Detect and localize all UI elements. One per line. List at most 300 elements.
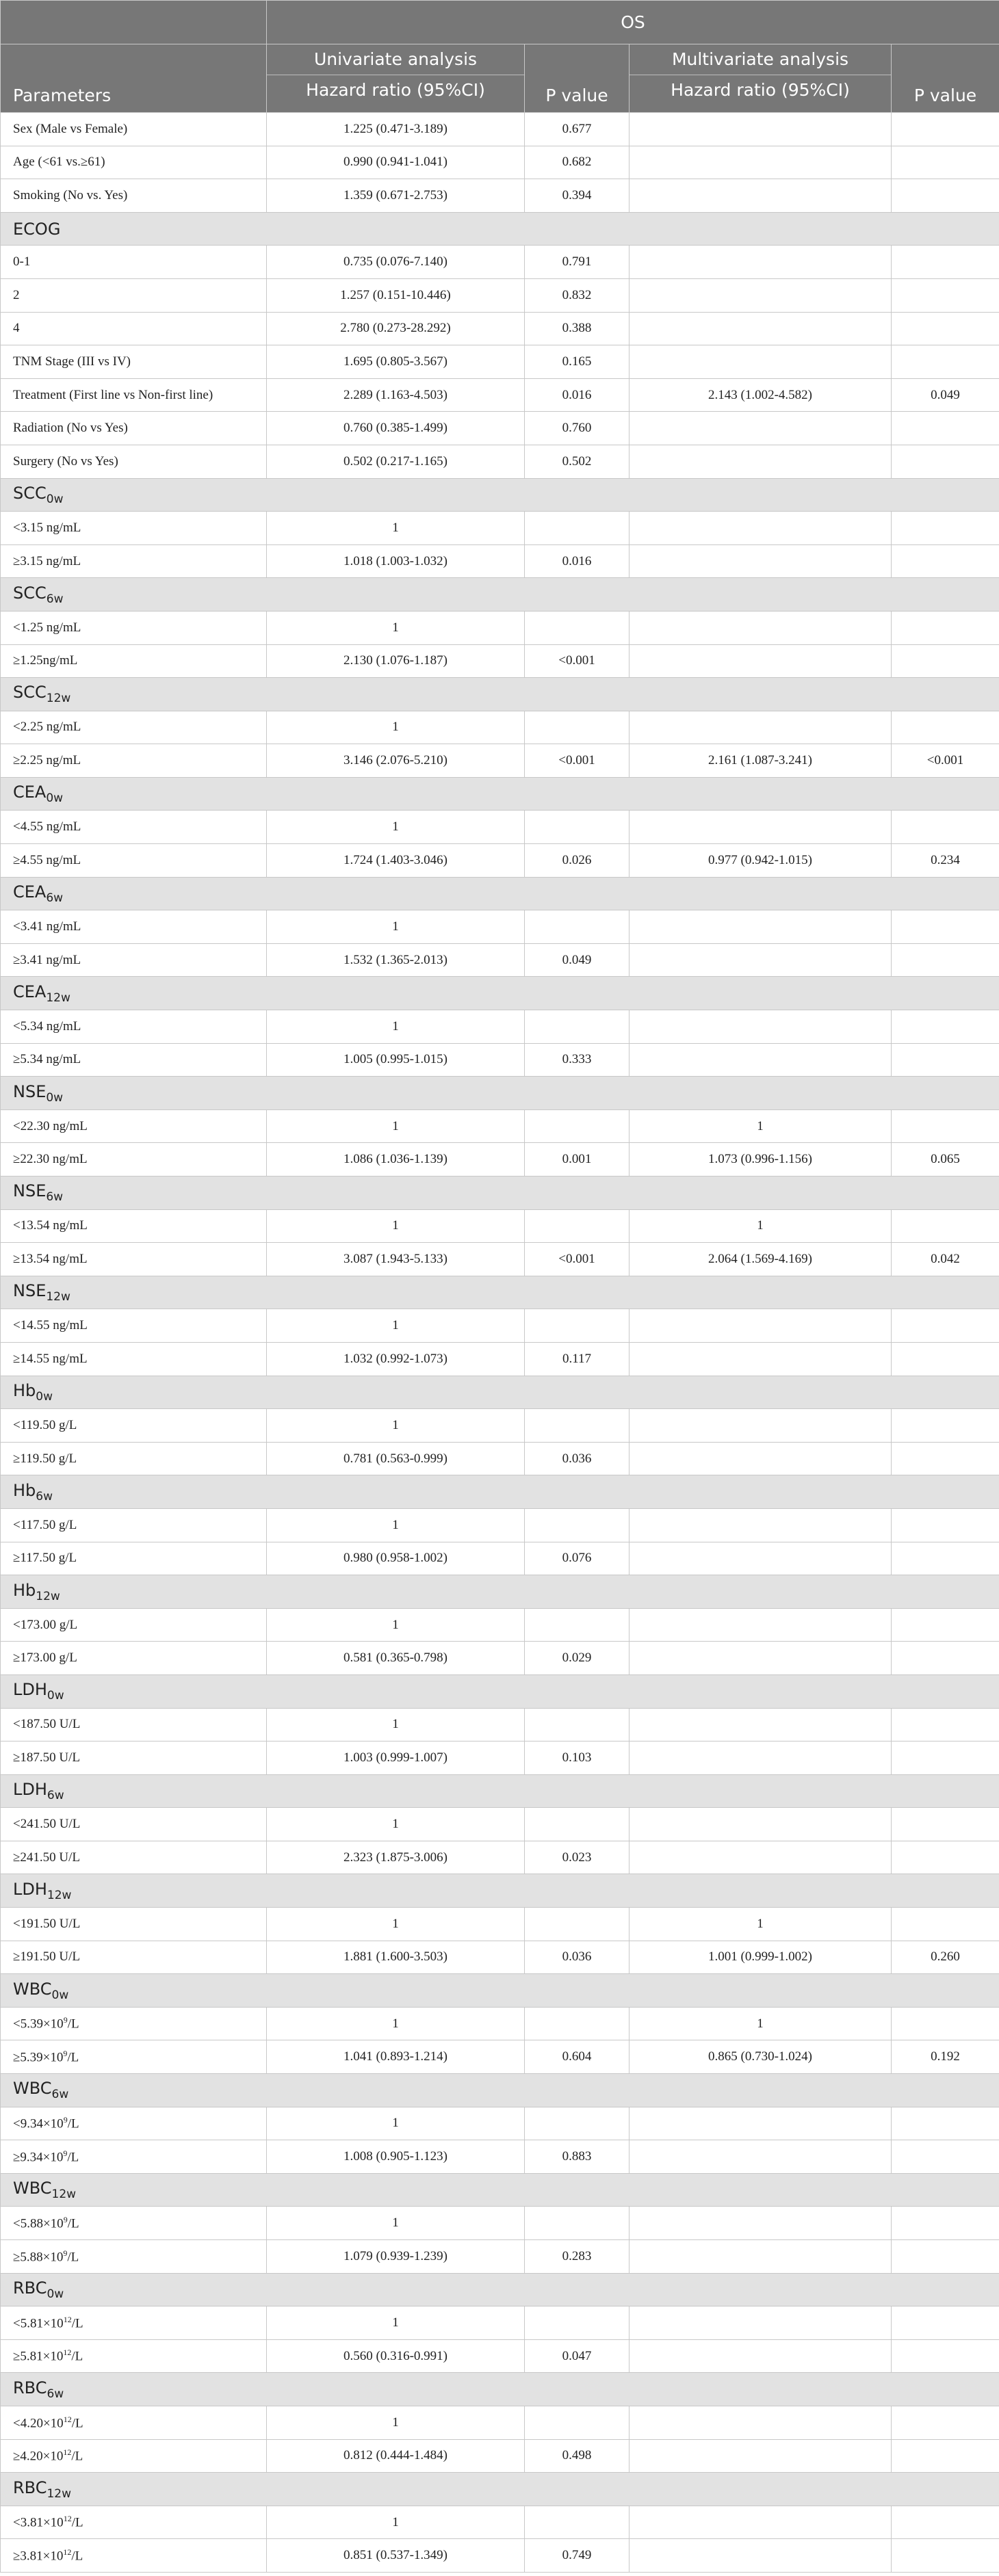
multivariate-p-cell (892, 1808, 999, 1841)
multivariate-hr-cell (630, 312, 892, 345)
parameter-cell (1, 1542, 267, 1575)
table-row (1, 246, 999, 279)
parameter-text: ≥3.41 ng/mL (13, 952, 81, 967)
table-row (1, 1908, 999, 1941)
parameter-text: TNM Stage (III vs IV) (13, 354, 131, 369)
group-header-row (1, 1276, 999, 1309)
univariate-p-cell (525, 2406, 630, 2439)
table-row (1, 811, 999, 844)
parameter-text: ≥4.55 ng/mL (13, 852, 81, 867)
parameter-text: ≥119.50 g/L (13, 1451, 77, 1466)
multivariate-p-cell (892, 445, 999, 478)
multivariate-p-cell: 0.234 (892, 844, 999, 878)
univariate-p-cell: 0.016 (525, 378, 630, 412)
table-row (1, 146, 999, 179)
parameter-text: <3.41 ng/mL (13, 919, 81, 934)
univariate-p-cell (525, 2207, 630, 2240)
parameter-cell (1, 844, 267, 878)
group-header-row (1, 977, 999, 1010)
group-label-base: CEA (13, 882, 47, 902)
table-row (1, 1508, 999, 1542)
group-label (1, 1276, 999, 1309)
parameter-exponent: 12 (63, 2314, 72, 2324)
multivariate-p-cell (892, 512, 999, 545)
univariate-p-cell (525, 910, 630, 944)
univariate-hr-cell: 0.735 (0.076-7.140) (267, 246, 525, 279)
univariate-hr-cell: 1.257 (0.151-10.446) (267, 278, 525, 312)
parameter-cell (1, 179, 267, 213)
parameter-text: ≥187.50 U/L (13, 1750, 81, 1765)
univariate-hr-cell: 1.225 (0.471-3.189) (267, 113, 525, 146)
parameter-text: <3.81×10 (13, 2515, 64, 2530)
parameter-cell (1, 544, 267, 578)
table-row (1, 2240, 999, 2274)
group-label-base: Hb (13, 1480, 36, 1500)
parameter-text: Surgery (No vs Yes) (13, 454, 118, 469)
parameter-cell (1, 445, 267, 478)
multivariate-hr-cell (630, 113, 892, 146)
univariate-hr-cell: 0.980 (0.958-1.002) (267, 1542, 525, 1575)
parameter-cell (1, 1808, 267, 1841)
group-label-base: CEA (13, 783, 47, 802)
table-row (1, 1010, 999, 1044)
parameter-cell (1, 146, 267, 179)
parameter-text: <2.25 ng/mL (13, 720, 81, 735)
multivariate-hr-cell (630, 1442, 892, 1475)
multivariate-hr-cell (630, 1841, 892, 1874)
group-label-base: ECOG (13, 219, 61, 239)
univariate-p-cell: 0.749 (525, 2539, 630, 2573)
multivariate-hr-cell: 1.001 (0.999-1.002) (630, 1941, 892, 1974)
multivariate-p-cell (892, 1309, 999, 1343)
multivariate-hr-cell (630, 644, 892, 678)
group-label-subscript: 12w (47, 2486, 72, 2501)
group-label-base: SCC (13, 683, 47, 702)
parameter-cell (1, 910, 267, 944)
univariate-p-cell (525, 1209, 630, 1243)
univariate-p-cell: 0.103 (525, 1742, 630, 1775)
parameter-cell (1, 2439, 267, 2473)
univariate-p-cell (525, 1010, 630, 1044)
table-row (1, 512, 999, 545)
univariate-p-cell: 0.832 (525, 278, 630, 312)
univariate-hr-cell: 1 (267, 512, 525, 545)
univariate-p-cell: <0.001 (525, 744, 630, 778)
parameter-text: ≥1.25ng/mL (13, 653, 78, 668)
group-label (1, 1077, 999, 1110)
group-label-base: LDH (13, 1780, 47, 1800)
parameter-text: ≥5.39×10 (13, 2050, 64, 2065)
table-row (1, 2040, 999, 2074)
group-label (1, 478, 999, 512)
univariate-hr-cell: 1.359 (0.671-2.753) (267, 179, 525, 213)
univariate-p-cell (525, 1608, 630, 1642)
multivariate-hr-cell: 1.073 (0.996-1.156) (630, 1143, 892, 1177)
multivariate-hr-cell (630, 179, 892, 213)
group-label-base: Hb (13, 1580, 36, 1600)
table-row (1, 2406, 999, 2439)
multivariate-hr-cell (630, 1708, 892, 1742)
parameter-text: ≥2.25 ng/mL (13, 753, 81, 768)
group-label (1, 1376, 999, 1409)
multivariate-hr-cell (630, 1043, 892, 1077)
parameter-text: <9.34×10 (13, 2116, 64, 2131)
parameter-cell (1, 378, 267, 412)
os-header: OS (267, 1, 999, 44)
multivariate-hr-cell (630, 544, 892, 578)
group-label-subscript: 6w (51, 2088, 69, 2102)
parameter-unit: /L (67, 2216, 79, 2231)
parameter-text: 4 (13, 321, 20, 336)
multivariate-p-cell (892, 412, 999, 445)
multivariate-p-cell (892, 2439, 999, 2473)
multivariate-hr-cell (630, 2506, 892, 2539)
univariate-hr-cell: 1 (267, 1808, 525, 1841)
multivariate-p-cell: <0.001 (892, 744, 999, 778)
multivariate-p-cell (892, 2406, 999, 2439)
parameter-text: <4.55 ng/mL (13, 819, 81, 834)
table-row (1, 1742, 999, 1775)
parameter-cell (1, 1908, 267, 1941)
group-label-subscript: 6w (36, 1489, 53, 1503)
univariate-p-cell: <0.001 (525, 644, 630, 678)
multivariate-hr-cell: 2.064 (1.569-4.169) (630, 1243, 892, 1276)
table-row (1, 943, 999, 977)
parameter-cell (1, 1941, 267, 1974)
parameter-cell (1, 1409, 267, 1443)
univariate-hr-cell: 1 (267, 611, 525, 644)
table-row (1, 1143, 999, 1177)
parameter-cell (1, 2140, 267, 2174)
multivariate-p-cell (892, 2539, 999, 2573)
table-row (1, 2007, 999, 2040)
parameter-cell (1, 412, 267, 445)
univariate-p-cell (525, 512, 630, 545)
univariate-p-cell: 0.388 (525, 312, 630, 345)
univariate-hr-cell: 2.130 (1.076-1.187) (267, 644, 525, 678)
table-row (1, 1941, 999, 1974)
multivariate-hr-cell: 2.143 (1.002-4.582) (630, 378, 892, 412)
table-row (1, 1043, 999, 1077)
multivariate-hr-cell (630, 445, 892, 478)
multivariate-hr-cell (630, 711, 892, 744)
parameter-text: ≥5.34 ng/mL (13, 1052, 81, 1067)
multivariate-hr-cell (630, 1309, 892, 1343)
group-label (1, 2273, 999, 2306)
multivariate-p-cell: 0.065 (892, 1143, 999, 1177)
univariate-p-cell: 0.498 (525, 2439, 630, 2473)
multivariate-p-cell (892, 246, 999, 279)
group-header-row (1, 1575, 999, 1609)
parameter-cell (1, 2306, 267, 2340)
group-label-subscript: 0w (46, 1090, 64, 1105)
univariate-p-cell (525, 1908, 630, 1941)
multivariate-p-cell: 0.042 (892, 1243, 999, 1276)
parameter-unit: /L (67, 2116, 79, 2131)
univariate-p-cell: 0.883 (525, 2140, 630, 2174)
parameter-cell (1, 611, 267, 644)
group-header-row (1, 1475, 999, 1509)
group-label-base: WBC (13, 2179, 52, 2198)
parameter-unit: /L (71, 2515, 83, 2530)
multivariate-hr-cell (630, 1608, 892, 1642)
univariate-p-cell (525, 711, 630, 744)
table-row (1, 179, 999, 213)
table-row (1, 113, 999, 146)
table-row (1, 2506, 999, 2539)
univariate-title: Univariate analysis (267, 44, 524, 75)
multivariate-hr-cell (630, 1010, 892, 1044)
table-row (1, 1409, 999, 1443)
univariate-hr-cell: 1.881 (1.600-3.503) (267, 1941, 525, 1974)
parameter-cell (1, 744, 267, 778)
group-header-row (1, 1177, 999, 1210)
parameter-text: <187.50 U/L (13, 1717, 81, 1732)
parameter-unit: /L (67, 2016, 79, 2032)
table-body (1, 113, 999, 2573)
multivariate-p-cell (892, 644, 999, 678)
multivariate-p-cell (892, 711, 999, 744)
parameter-text: Smoking (No vs. Yes) (13, 187, 128, 202)
parameter-cell (1, 1143, 267, 1177)
group-label-base: Hb (13, 1380, 36, 1400)
univariate-hr-cell: 0.502 (0.217-1.165) (267, 445, 525, 478)
parameter-cell (1, 1508, 267, 1542)
multivariate-p-cell: 0.192 (892, 2040, 999, 2074)
parameters-header: Parameters (1, 44, 267, 113)
univariate-p-cell: 0.394 (525, 179, 630, 213)
multivariate-p-cell (892, 2107, 999, 2140)
group-header-row (1, 1974, 999, 2008)
table-row (1, 2306, 999, 2340)
group-label (1, 578, 999, 612)
group-label-subscript: 6w (47, 2387, 64, 2401)
parameter-text: Radiation (No vs Yes) (13, 421, 128, 436)
parameter-cell (1, 711, 267, 744)
multivariate-p-cell (892, 1342, 999, 1376)
group-header-row (1, 1674, 999, 1708)
multivariate-p-cell (892, 1109, 999, 1143)
univariate-p-cell: 0.036 (525, 1442, 630, 1475)
univariate-p-cell: 0.049 (525, 943, 630, 977)
parameter-exponent: 9 (63, 2015, 68, 2025)
multivariate-hr-cell: 1 (630, 2007, 892, 2040)
parameter-cell (1, 2339, 267, 2373)
table-row (1, 1608, 999, 1642)
univariate-hr-cell: 1 (267, 1010, 525, 1044)
group-label (1, 2074, 999, 2107)
group-label (1, 2373, 999, 2406)
group-label (1, 212, 999, 246)
multivariate-p-cell (892, 1742, 999, 1775)
univariate-p-cell: 0.760 (525, 412, 630, 445)
group-label (1, 1874, 999, 1908)
multivariate-hr-cell: 1 (630, 1209, 892, 1243)
group-label-subscript: 12w (47, 1888, 72, 1902)
parameter-text: ≥191.50 U/L (13, 1949, 81, 1964)
table-row (1, 1109, 999, 1143)
group-header-row (1, 2273, 999, 2306)
group-header-row (1, 877, 999, 910)
multivariate-hr-cell (630, 146, 892, 179)
multivariate-hr-cell (630, 1808, 892, 1841)
multivariate-p-cell (892, 2140, 999, 2174)
parameter-cell (1, 246, 267, 279)
table-row (1, 744, 999, 778)
multivariate-hr-label: Hazard ratio (95%CI) (671, 80, 850, 100)
multivariate-hr-cell (630, 1742, 892, 1775)
univariate-p-cell: 0.076 (525, 1542, 630, 1575)
parameter-cell (1, 2506, 267, 2539)
univariate-hr-cell: 1 (267, 2007, 525, 2040)
parameter-text: Age (<61 vs.≥61) (13, 155, 105, 170)
parameter-cell (1, 1109, 267, 1143)
univariate-hr-cell: 1 (267, 1608, 525, 1642)
multivariate-title: Multivariate analysis (630, 44, 891, 75)
univariate-hr-cell: 1.008 (0.905-1.123) (267, 2140, 525, 2174)
parameter-text: <4.20×10 (13, 2415, 64, 2430)
parameter-text: ≥3.15 ng/mL (13, 553, 81, 568)
univariate-hr-cell: 1 (267, 2406, 525, 2439)
parameter-text: ≥3.81×10 (13, 2549, 64, 2564)
univariate-hr-cell: 0.990 (0.941-1.041) (267, 146, 525, 179)
multivariate-hr-cell (630, 2140, 892, 2174)
group-label (1, 777, 999, 811)
multivariate-hr-cell (630, 246, 892, 279)
univariate-hr-cell: 1.532 (1.365-2.013) (267, 943, 525, 977)
multivariate-hr-cell (630, 512, 892, 545)
group-label-subscript: 0w (47, 1689, 64, 1703)
univariate-hr-cell: 0.760 (0.385-1.499) (267, 412, 525, 445)
group-label-base: CEA (13, 982, 47, 1001)
parameter-text: <5.81×10 (13, 2316, 64, 2331)
table-row (1, 844, 999, 878)
parameter-cell (1, 113, 267, 146)
parameter-cell (1, 1243, 267, 1276)
multivariate-p-cell (892, 1542, 999, 1575)
multivariate-hr-cell (630, 2439, 892, 2473)
univariate-hr-cell: 1.086 (1.036-1.139) (267, 1143, 525, 1177)
multivariate-p-cell (892, 278, 999, 312)
group-header-row (1, 2473, 999, 2506)
multivariate-hr-cell: 1 (630, 1908, 892, 1941)
parameter-exponent: 12 (63, 2414, 72, 2424)
univariate-p-cell (525, 1309, 630, 1343)
parameter-text: <5.34 ng/mL (13, 1018, 81, 1034)
univariate-p-cell (525, 2306, 630, 2340)
univariate-hr-cell: 1.032 (0.992-1.073) (267, 1342, 525, 1376)
group-label-subscript: 12w (36, 1589, 60, 1603)
parameter-cell (1, 2207, 267, 2240)
parameter-unit: /L (71, 2349, 83, 2364)
table-row (1, 412, 999, 445)
parameter-unit: /L (71, 2549, 83, 2564)
multivariate-p-cell (892, 146, 999, 179)
univariate-hr-cell: 2.289 (1.163-4.503) (267, 378, 525, 412)
parameter-text: <13.54 ng/mL (13, 1218, 88, 1233)
multivariate-p-cell (892, 2339, 999, 2373)
group-label (1, 2473, 999, 2506)
table-row (1, 2439, 999, 2473)
parameter-cell (1, 1010, 267, 1044)
multivariate-p-cell (892, 1010, 999, 1044)
group-label (1, 1575, 999, 1609)
univariate-p-cell (525, 2007, 630, 2040)
multivariate-p-cell (892, 312, 999, 345)
multivariate-hr-cell: 1 (630, 1109, 892, 1143)
parameter-cell (1, 1642, 267, 1675)
multivariate-hr-cell: 0.977 (0.942-1.015) (630, 844, 892, 878)
parameter-cell (1, 345, 267, 379)
multivariate-p-cell (892, 1908, 999, 1941)
univariate-p-cell: 0.333 (525, 1043, 630, 1077)
multivariate-p-cell (892, 2306, 999, 2340)
parameter-exponent: 9 (63, 2215, 68, 2225)
parameter-cell (1, 278, 267, 312)
univariate-p-cell (525, 2107, 630, 2140)
multivariate-p-cell (892, 179, 999, 213)
multivariate-hr-cell (630, 2339, 892, 2373)
group-header-row (1, 212, 999, 246)
univariate-p-cell: 0.026 (525, 844, 630, 878)
univariate-p-cell: 0.682 (525, 146, 630, 179)
univariate-hr-cell: 1.041 (0.893-1.214) (267, 2040, 525, 2074)
group-label-base: WBC (13, 2079, 52, 2099)
multivariate-hr-cell (630, 412, 892, 445)
table-row (1, 1841, 999, 1874)
group-header-row (1, 777, 999, 811)
parameter-exponent: 12 (63, 2547, 72, 2557)
parameter-cell (1, 1043, 267, 1077)
parameter-cell (1, 1209, 267, 1243)
univariate-hr-cell: 1 (267, 1409, 525, 1443)
parameter-text: <22.30 ng/mL (13, 1118, 88, 1133)
univariate-p-cell (525, 1808, 630, 1841)
univariate-p-header: P value (525, 44, 630, 113)
parameter-cell (1, 2240, 267, 2274)
univariate-hr-cell: 0.781 (0.563-0.999) (267, 1442, 525, 1475)
univariate-p-cell (525, 1109, 630, 1143)
univariate-hr-cell: 0.851 (0.537-1.349) (267, 2539, 525, 2573)
univariate-p-cell: 0.165 (525, 345, 630, 379)
univariate-p-cell (525, 611, 630, 644)
group-label-subscript: 0w (47, 2287, 64, 2301)
univariate-hr-cell: 3.087 (1.943-5.133) (267, 1243, 525, 1276)
multivariate-hr-cell (630, 2240, 892, 2274)
table-row (1, 544, 999, 578)
table-row (1, 644, 999, 678)
table-header (1, 1, 999, 113)
table-row (1, 345, 999, 379)
multivariate-p-cell (892, 1708, 999, 1742)
univariate-hr-header (267, 44, 525, 113)
parameter-text: ≥5.88×10 (13, 2249, 64, 2264)
multivariate-p-cell (892, 1442, 999, 1475)
parameter-text: ≥22.30 ng/mL (13, 1152, 88, 1167)
multivariate-p-cell (892, 544, 999, 578)
univariate-p-cell (525, 1409, 630, 1443)
parameter-cell (1, 2007, 267, 2040)
group-label-subscript: 0w (36, 1389, 53, 1404)
univariate-hr-cell: 0.560 (0.316-0.991) (267, 2339, 525, 2373)
group-label (1, 977, 999, 1010)
group-header-row (1, 2173, 999, 2207)
univariate-hr-cell: 1 (267, 1508, 525, 1542)
group-label-subscript: 6w (46, 891, 64, 905)
parameter-text: Treatment (First line vs Non-first line) (13, 387, 213, 402)
multivariate-hr-cell (630, 345, 892, 379)
group-label-subscript: 6w (46, 1190, 64, 1205)
